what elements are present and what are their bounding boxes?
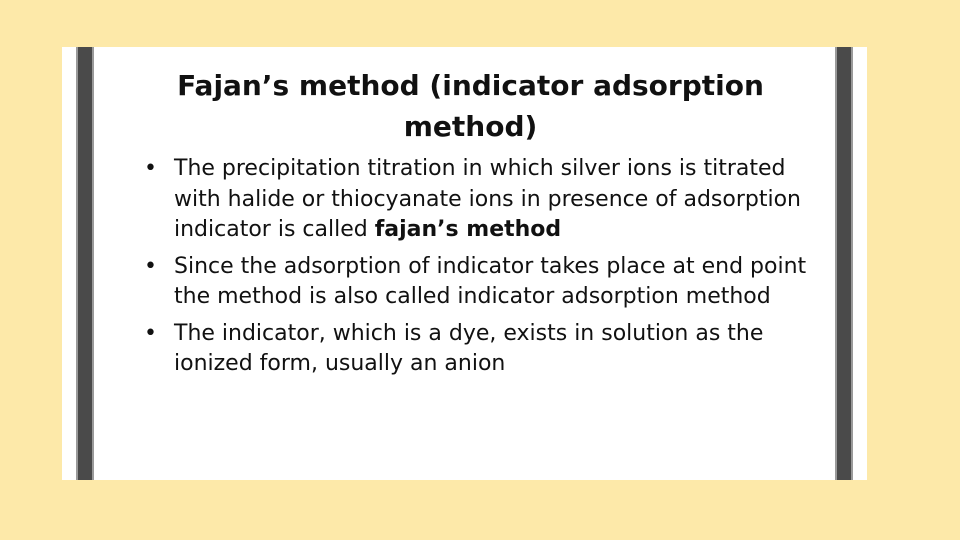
bullet-item-2 — [102, 252, 827, 313]
bullet-marker: • — [144, 156, 157, 181]
bullet-item-3 — [102, 319, 827, 380]
bullet-text-1 — [174, 156, 801, 242]
bullet-text-1-bold: fajan’s method — [374, 217, 562, 242]
left-border-bar — [78, 47, 92, 480]
bullet-marker: • — [144, 320, 157, 346]
bullet-text-1-body: The precipitation titration in which silver ions is titrated with halide or thiocyanate ions in presence of adsorption indicator is called — [174, 156, 801, 242]
bullet-item-1 — [102, 154, 827, 246]
bullet-marker: • — [144, 253, 157, 279]
slide-content — [102, 65, 827, 470]
bullet-list — [102, 154, 827, 380]
bullet-text-2: Since the adsorption of indicator takes place at end point the method is also called indicator adsorption method — [174, 253, 807, 309]
right-border-bar — [837, 47, 851, 480]
slide-frame — [62, 47, 867, 480]
bullet-text-3: The indicator, which is a dye, exists in solution as the ionized form, usually an anion — [174, 320, 764, 376]
slide-title: Fajan’s method (indicator adsorption method) — [177, 69, 764, 143]
